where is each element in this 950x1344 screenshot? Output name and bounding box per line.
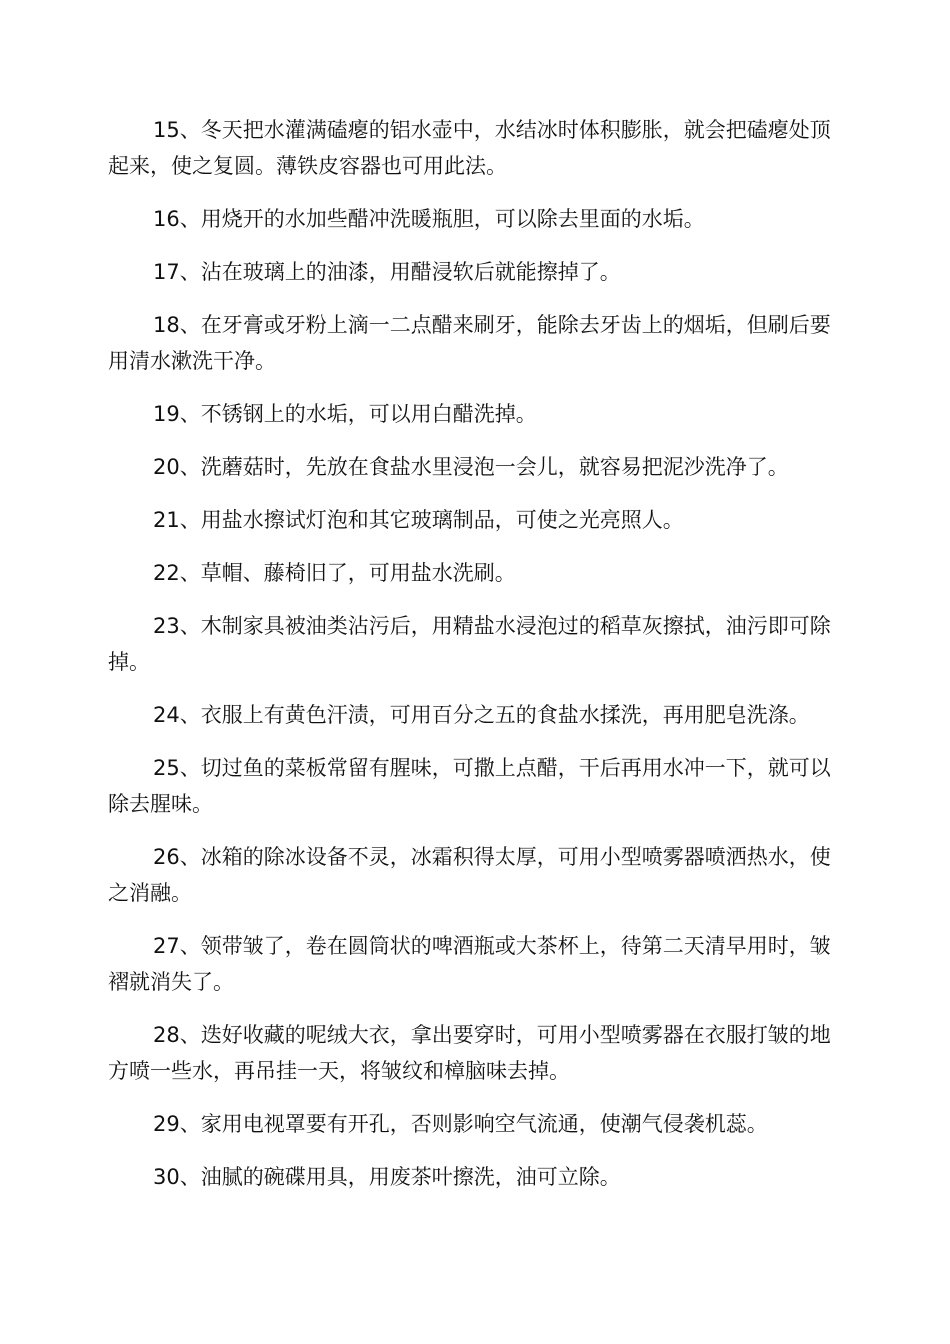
tip-paragraph-27: 27、领带皱了，卷在圆筒状的啤酒瓶或大茶杯上，待第二天清早用时，皱褶就消失了。 bbox=[108, 934, 831, 994]
tip-paragraph-25: 25、切过鱼的菜板常留有腥味，可撒上点醋，干后再用水冲一下，就可以除去腥味。 bbox=[108, 756, 831, 816]
tip-paragraph-23: 23、木制家具被油类沾污后，用精盐水浸泡过的稻草灰擦拭，油污即可除掉。 bbox=[108, 614, 831, 674]
tip-paragraph-21: 21、用盐水擦试灯泡和其它玻璃制品，可使之光亮照人。 bbox=[153, 508, 684, 532]
tip-paragraph-26: 26、冰箱的除冰设备不灵，冰霜积得太厚，可用小型喷雾器喷洒热水，使之消融。 bbox=[108, 845, 831, 905]
tip-paragraph-17: 17、沾在玻璃上的油漆，用醋浸软后就能擦掉了。 bbox=[153, 260, 621, 284]
tip-paragraph-18: 18、在牙膏或牙粉上滴一二点醋来刷牙，能除去牙齿上的烟垢，但刷后要用清水漱洗干净。 bbox=[108, 313, 831, 373]
tip-paragraph-19: 19、不锈钢上的水垢，可以用白醋洗掉。 bbox=[153, 402, 537, 426]
tip-paragraph-15: 15、冬天把水灌满磕瘪的铝水壶中，水结冰时体积膨胀，就会把磕瘪处顶起来，使之复圆。薄铁皮容器也可用此法。 bbox=[108, 118, 831, 178]
tip-paragraph-30: 30、油腻的碗碟用具，用废茶叶擦洗，油可立除。 bbox=[153, 1165, 621, 1189]
tip-paragraph-16: 16、用烧开的水加些醋冲洗暖瓶胆，可以除去里面的水垢。 bbox=[153, 207, 705, 231]
tip-paragraph-20: 20、洗蘑菇时，先放在食盐水里浸泡一会儿，就容易把泥沙洗净了。 bbox=[153, 455, 789, 479]
tip-paragraph-29: 29、家用电视罩要有开孔，否则影响空气流通，使潮气侵袭机蕊。 bbox=[153, 1112, 768, 1136]
document-body bbox=[108, 112, 846, 1212]
tip-paragraph-22: 22、草帽、藤椅旧了，可用盐水洗刷。 bbox=[153, 561, 516, 585]
tip-paragraph-28: 28、迭好收藏的呢绒大衣，拿出要穿时，可用小型喷雾器在衣服打皱的地方喷一些水，再吊挂一天，将皱纹和樟脑味去掉。 bbox=[108, 1023, 831, 1083]
tip-paragraph-24: 24、衣服上有黄色汗渍，可用百分之五的食盐水揉洗，再用肥皂洗涤。 bbox=[153, 703, 810, 727]
